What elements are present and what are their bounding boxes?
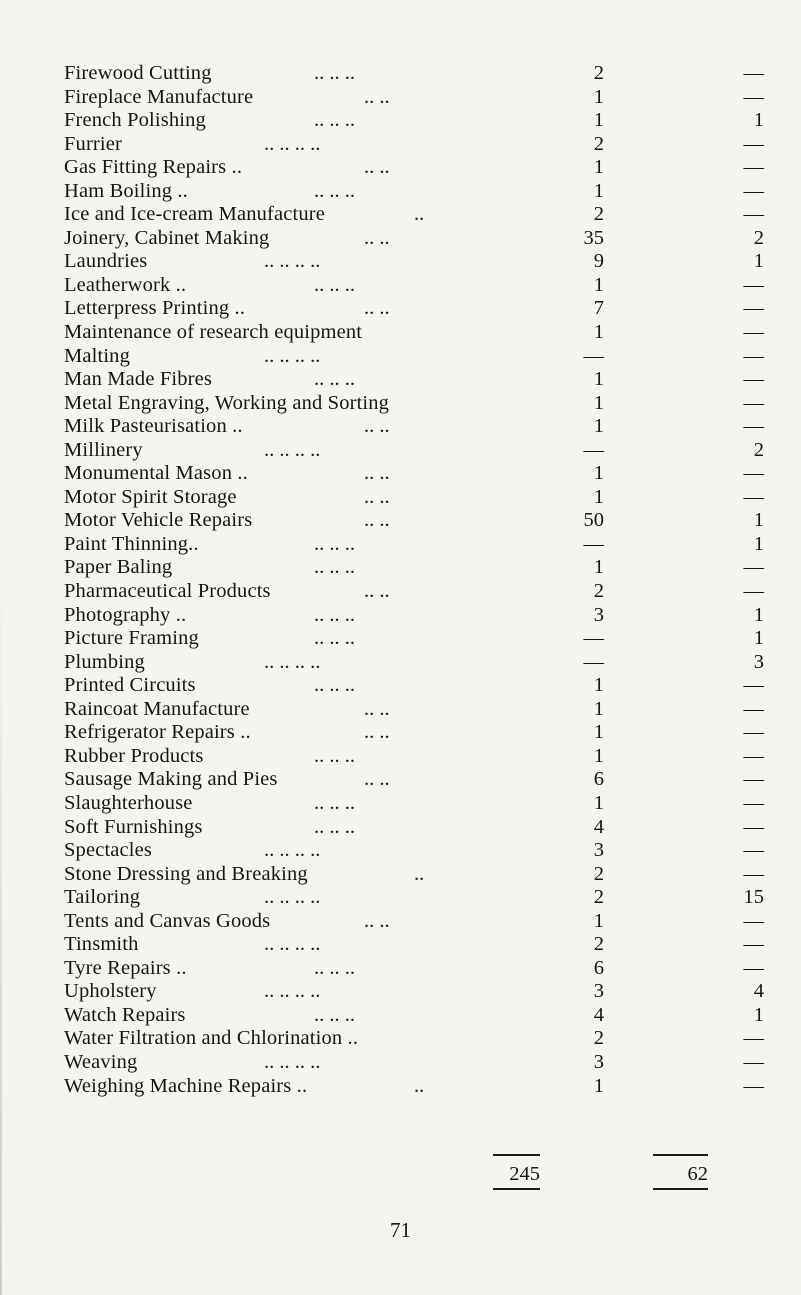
table-row	[64, 86, 764, 110]
occupation-label: Weighing Machine Repairs ..	[64, 1074, 308, 1097]
column-two-value: 3	[753, 650, 764, 673]
column-two-value: —	[743, 1050, 764, 1073]
leader-dots: .. ..	[364, 462, 390, 485]
column-two-value: —	[743, 697, 764, 720]
column-two-value: 1	[753, 532, 764, 555]
occupation-label: Gas Fitting Repairs ..	[64, 156, 243, 179]
occupation-label: Printed Circuits	[64, 674, 196, 697]
occupation-label: Letterpress Printing ..	[64, 297, 246, 320]
leader-dots: .. ..	[364, 226, 390, 249]
occupation-label: Stone Dressing and Breaking	[64, 862, 308, 885]
leader-dots: .. ..	[364, 485, 390, 508]
leader-dots: .. ..	[364, 156, 390, 179]
column-one-value: 2	[593, 886, 604, 909]
column-two-bottom-total-rule	[653, 1188, 708, 1190]
table-row	[64, 133, 764, 157]
leader-dots: .. .. ..	[314, 179, 355, 202]
table-row	[64, 1075, 764, 1099]
leader-dots: .. .. .. ..	[264, 250, 321, 273]
occupation-label: Ice and Ice-cream Manufacture	[64, 203, 325, 226]
leader-dots: .. .. ..	[314, 603, 355, 626]
column-two-value: 15	[743, 886, 764, 909]
column-one-value: 4	[593, 1003, 604, 1026]
column-two-value: —	[743, 485, 764, 508]
leader-dots: .. .. .. ..	[264, 980, 321, 1003]
occupation-label: Motor Vehicle Repairs	[64, 509, 253, 532]
table-row	[64, 439, 764, 463]
leader-dots: .. .. .. ..	[264, 1050, 321, 1073]
leader-dots: .. ..	[364, 768, 390, 791]
occupation-label: Water Filtration and Chlorination ..	[64, 1027, 359, 1050]
table-row	[64, 768, 764, 792]
column-one-value: 6	[593, 956, 604, 979]
column-one-value: 1	[593, 179, 604, 202]
column-one-value: 2	[593, 62, 604, 84]
column-one-value: 1	[593, 273, 604, 296]
column-two-value: —	[743, 1074, 764, 1097]
occupation-label: Slaughterhouse	[64, 791, 193, 814]
column-one-value: 1	[593, 697, 604, 720]
table-row	[64, 604, 764, 628]
column-two-value: —	[743, 203, 764, 226]
occupation-label: Rubber Products	[64, 744, 204, 767]
column-one-value: 1	[593, 462, 604, 485]
column-two-value: —	[743, 674, 764, 697]
table-row	[64, 321, 764, 345]
table-row	[64, 368, 764, 392]
table-row	[64, 863, 764, 887]
table-row	[64, 392, 764, 416]
column-two-value: —	[743, 179, 764, 202]
column-one-value: 1	[593, 744, 604, 767]
column-two-value: —	[743, 721, 764, 744]
occupation-label: Sausage Making and Pies	[64, 768, 278, 791]
occupation-label: Plumbing	[64, 650, 145, 673]
leader-dots: .. ..	[364, 415, 390, 438]
occupation-label: Malting	[64, 344, 130, 367]
column-one-value: 1	[593, 674, 604, 697]
column-one-value: —	[583, 650, 604, 673]
column-one-value: —	[583, 627, 604, 650]
leader-dots: .. ..	[364, 85, 390, 108]
column-one-value: 1	[593, 415, 604, 438]
leader-dots: .. .. ..	[314, 956, 355, 979]
column-two-value: —	[743, 132, 764, 155]
column-two-value: —	[743, 391, 764, 414]
table-row	[64, 62, 764, 86]
leader-dots: .. ..	[364, 509, 390, 532]
leader-dots: .. ..	[364, 580, 390, 603]
column-one-value: 50	[583, 509, 604, 532]
occupation-label: Furrier	[64, 132, 122, 155]
column-two-value: —	[743, 791, 764, 814]
table-row	[64, 1051, 764, 1075]
table-row	[64, 203, 764, 227]
occupation-label: Tinsmith	[64, 933, 139, 956]
column-one-value: 3	[593, 980, 604, 1003]
leader-dots: .. .. .. ..	[264, 650, 321, 673]
leader-dots: .. .. ..	[314, 109, 355, 132]
leader-dots: .. .. ..	[314, 815, 355, 838]
column-two-value: 1	[753, 603, 764, 626]
column-one-value: 35	[583, 226, 604, 249]
table-row	[64, 1004, 764, 1028]
column-one-value: 3	[593, 603, 604, 626]
scan-edge-shadow	[0, 560, 2, 1295]
column-one-value: 6	[593, 768, 604, 791]
column-two-value: 2	[753, 438, 764, 461]
leader-dots: .. ..	[364, 721, 390, 744]
table-row	[64, 933, 764, 957]
leader-dots: .. ..	[364, 697, 390, 720]
column-two-value: —	[743, 909, 764, 932]
column-two-value: —	[743, 933, 764, 956]
leader-dots: .. .. .. ..	[264, 933, 321, 956]
column-one-value: 1	[593, 556, 604, 579]
occupation-label: Firewood Cutting	[64, 62, 212, 84]
column-one-value: 2	[593, 132, 604, 155]
occupation-label: French Polishing	[64, 109, 206, 132]
occupation-label: Photography ..	[64, 603, 187, 626]
column-one-value: 9	[593, 250, 604, 273]
leader-dots: .. .. .. ..	[264, 839, 321, 862]
column-one-value: 2	[593, 933, 604, 956]
column-two-value: —	[743, 580, 764, 603]
column-two-value: 1	[753, 509, 764, 532]
column-one-value: 1	[593, 721, 604, 744]
column-two-value: —	[743, 156, 764, 179]
table-row	[64, 180, 764, 204]
column-two-value: 1	[753, 109, 764, 132]
leader-dots: .. .. ..	[314, 674, 355, 697]
column-two-value: —	[743, 297, 764, 320]
table-row	[64, 250, 764, 274]
table-row	[64, 839, 764, 863]
column-one-value: 3	[593, 1050, 604, 1073]
leader-dots: .. ..	[364, 909, 390, 932]
occupation-label: Milk Pasteurisation ..	[64, 415, 243, 438]
table-row	[64, 957, 764, 981]
occupation-label: Paper Baling	[64, 556, 173, 579]
column-one-value: 1	[593, 368, 604, 391]
occupation-label: Metal Engraving, Working and Sorting	[64, 391, 390, 414]
column-one-value: 1	[593, 1074, 604, 1097]
column-two-value: 1	[753, 627, 764, 650]
column-two-value: —	[743, 768, 764, 791]
occupation-label: Monumental Mason ..	[64, 462, 248, 485]
occupation-label: Refrigerator Repairs ..	[64, 721, 251, 744]
column-two-value: —	[743, 862, 764, 885]
occupation-label: Paint Thinning..	[64, 532, 199, 555]
occupation-label: Maintenance of research equipment	[64, 321, 363, 344]
column-one-value: 2	[593, 862, 604, 885]
column-one-value: 1	[593, 791, 604, 814]
table-row	[64, 556, 764, 580]
leader-dots: .. .. ..	[314, 532, 355, 555]
table-row	[64, 415, 764, 439]
table-row	[64, 792, 764, 816]
column-two-value: —	[743, 956, 764, 979]
table-row	[64, 745, 764, 769]
table-row	[64, 227, 764, 251]
column-two-value: —	[743, 1027, 764, 1050]
column-one-total: 245	[509, 1163, 540, 1185]
leader-dots: ..	[414, 862, 425, 885]
column-two-value: —	[743, 744, 764, 767]
column-two-total: 62	[687, 1163, 708, 1185]
occupation-label: Tailoring	[64, 886, 141, 909]
table-row	[64, 274, 764, 298]
occupation-label: Spectacles	[64, 839, 153, 862]
column-two-value: —	[743, 368, 764, 391]
table-row	[64, 486, 764, 510]
column-two-value: —	[743, 62, 764, 84]
table-row	[64, 509, 764, 533]
occupation-label: Pharmaceutical Products	[64, 580, 271, 603]
occupation-label: Man Made Fibres	[64, 368, 213, 391]
table-row	[64, 886, 764, 910]
leader-dots: .. .. ..	[314, 368, 355, 391]
column-two-value: 1	[753, 250, 764, 273]
table-row	[64, 297, 764, 321]
occupation-label: Joinery, Cabinet Making	[64, 226, 270, 249]
column-one-value: 2	[593, 203, 604, 226]
leader-dots: .. .. ..	[314, 791, 355, 814]
leader-dots: .. .. .. ..	[264, 886, 321, 909]
occupation-label: Watch Repairs	[64, 1003, 186, 1026]
leader-dots: .. .. ..	[314, 273, 355, 296]
table-row	[64, 109, 764, 133]
leader-dots: .. .. ..	[314, 1003, 355, 1026]
table-row	[64, 627, 764, 651]
table-row	[64, 156, 764, 180]
column-two-value: 4	[753, 980, 764, 1003]
column-two-value: —	[743, 415, 764, 438]
column-one-value: 7	[593, 297, 604, 320]
column-two-value: —	[743, 839, 764, 862]
table-row	[64, 345, 764, 369]
column-one-value: 1	[593, 485, 604, 508]
column-one-value: —	[583, 532, 604, 555]
table-row	[64, 651, 764, 675]
occupation-label: Leatherwork ..	[64, 273, 187, 296]
column-two-value: —	[743, 344, 764, 367]
occupation-label: Motor Spirit Storage	[64, 485, 237, 508]
table-row	[64, 580, 764, 604]
column-two-value: —	[743, 273, 764, 296]
column-two-value: —	[743, 556, 764, 579]
leader-dots: ..	[414, 1074, 425, 1097]
occupation-label: Picture Framing	[64, 627, 199, 650]
column-one-bottom-total-rule	[493, 1188, 540, 1190]
leader-dots: .. .. .. ..	[264, 132, 321, 155]
column-one-top-total-rule	[493, 1154, 540, 1156]
occupation-label: Ham Boiling ..	[64, 179, 188, 202]
column-one-value: 1	[593, 85, 604, 108]
table-row	[64, 816, 764, 840]
table-row	[64, 698, 764, 722]
occupation-label: Upholstery	[64, 980, 157, 1003]
leader-dots: .. .. .. ..	[264, 438, 321, 461]
column-two-value: —	[743, 321, 764, 344]
column-one-value: 4	[593, 815, 604, 838]
leader-dots: .. .. ..	[314, 744, 355, 767]
occupation-label: Tyre Repairs ..	[64, 956, 187, 979]
column-two-value: —	[743, 815, 764, 838]
column-one-value: —	[583, 344, 604, 367]
occupation-label: Weaving	[64, 1050, 138, 1073]
table-row	[64, 1027, 764, 1051]
column-two-value: 1	[753, 1003, 764, 1026]
column-two-value: 2	[753, 226, 764, 249]
occupation-label: Laundries	[64, 250, 148, 273]
leader-dots: .. .. .. ..	[264, 344, 321, 367]
occupation-table	[64, 62, 764, 1098]
table-row	[64, 533, 764, 557]
table-row	[64, 721, 764, 745]
occupation-label: Millinery	[64, 438, 143, 461]
column-one-value: 1	[593, 909, 604, 932]
leader-dots: .. ..	[364, 297, 390, 320]
occupation-label: Tents and Canvas Goods	[64, 909, 271, 932]
leader-dots: .. .. ..	[314, 627, 355, 650]
leader-dots: .. .. ..	[314, 556, 355, 579]
column-one-value: 3	[593, 839, 604, 862]
column-one-value: 1	[593, 391, 604, 414]
occupation-label: Raincoat Manufacture	[64, 697, 250, 720]
column-two-top-total-rule	[653, 1154, 708, 1156]
column-one-value: 1	[593, 156, 604, 179]
occupation-label: Soft Furnishings	[64, 815, 203, 838]
column-one-value: —	[583, 438, 604, 461]
column-one-value: 2	[593, 1027, 604, 1050]
table-row	[64, 674, 764, 698]
table-row	[64, 980, 764, 1004]
column-two-value: —	[743, 85, 764, 108]
table-row	[64, 910, 764, 934]
page-number: 71	[390, 1218, 411, 1242]
column-one-value: 1	[593, 321, 604, 344]
leader-dots: ..	[414, 203, 425, 226]
occupation-label: Fireplace Manufacture	[64, 85, 254, 108]
column-one-value: 1	[593, 109, 604, 132]
table-row	[64, 462, 764, 486]
leader-dots: .. .. ..	[314, 62, 355, 84]
column-one-value: 2	[593, 580, 604, 603]
column-two-value: —	[743, 462, 764, 485]
